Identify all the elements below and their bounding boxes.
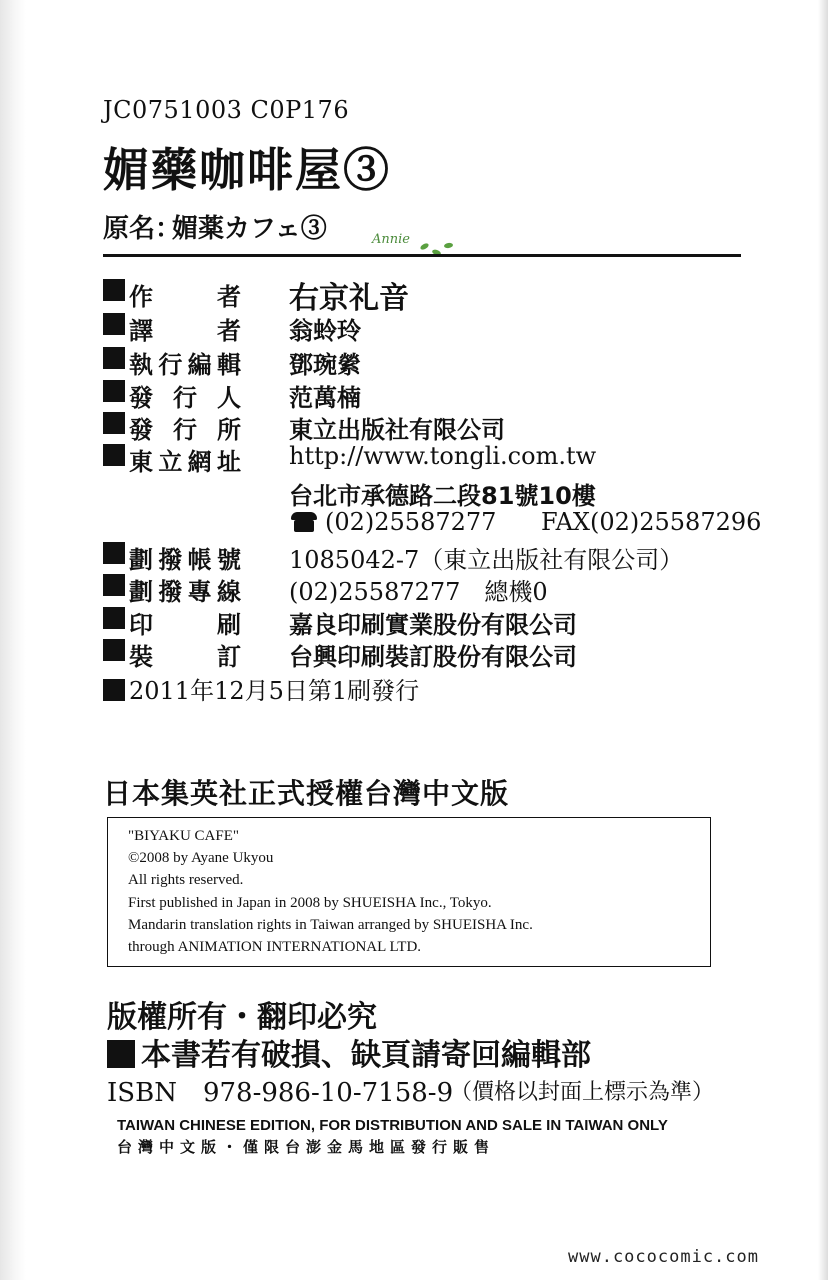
info-label [103, 311, 283, 346]
info-label-text: 裝 訂 [129, 643, 241, 671]
info-value: 右京礼音 [289, 281, 409, 316]
print-date-line [103, 671, 419, 706]
info-label-text: 譯 者 [129, 317, 241, 345]
square-bullet-icon [103, 380, 125, 402]
copyright-line: All rights reserved. [128, 872, 244, 888]
square-bullet-icon [103, 607, 125, 629]
original-title-label: 原名： [103, 214, 182, 244]
square-bullet-icon [103, 279, 125, 301]
info-label-text: 作 者 [129, 283, 241, 311]
book-title: 媚藥咖啡屋③ [103, 143, 391, 197]
info-label-text: 劃 撥 帳 號 [129, 546, 241, 574]
isbn: ISBN 978-986-10-7158-9 [107, 1078, 454, 1108]
authorization-statement: 日本集英社正式授權台灣中文版 [103, 777, 510, 810]
info-label [103, 345, 283, 380]
square-bullet-icon [103, 444, 125, 466]
info-row-editor [103, 345, 763, 379]
info-label [103, 605, 283, 640]
square-bullet-icon [103, 639, 125, 661]
info-label [103, 410, 283, 445]
price-note: （價格以封面上標示為準） [450, 1080, 715, 1105]
info-label-text: 東 立 網 址 [129, 448, 241, 476]
info-row-printer [103, 605, 763, 639]
damage-notice-text: 本書若有破損、缺頁請寄回編輯部 [141, 1038, 591, 1073]
telephone-icon [289, 512, 319, 532]
info-row-postal-line [103, 572, 763, 606]
info-row-binder [103, 637, 763, 671]
address: 台北市承德路二段81號10樓 [289, 482, 596, 510]
header-rule [103, 254, 741, 257]
info-row-author [103, 277, 763, 316]
copyright-line: through ANIMATION INTERNATIONAL LTD. [128, 939, 422, 955]
info-value: (02)25587277 總機0 [289, 578, 548, 606]
page-edge-shadow-left [0, 0, 26, 1280]
copyright-line: Mandarin translation rights in Taiwan arranged by SHUEISHA Inc. [128, 917, 533, 933]
square-bullet-icon [107, 1040, 135, 1068]
phone-line [289, 508, 496, 536]
info-value: 范萬楠 [289, 384, 361, 412]
info-label [103, 637, 283, 672]
fax-number: FAX(02)25587296 [541, 508, 762, 536]
leaf-decoration-icon [444, 242, 454, 248]
info-label-text: 劃 撥 專 線 [129, 578, 241, 606]
square-bullet-icon [103, 574, 125, 596]
info-label [103, 442, 283, 477]
page-edge-shadow-right [818, 0, 828, 1280]
edition-notice-english: TAIWAN CHINESE EDITION, FOR DISTRIBUTION AND SALE IN TAIWAN ONLY [117, 1117, 668, 1134]
copyright-line: First published in Japan in 2008 by SHUEISHA Inc., Tokyo. [128, 895, 492, 911]
square-bullet-icon [103, 412, 125, 434]
copyright-line: ©2008 by Ayane Ukyou [128, 850, 274, 866]
info-value: 鄧琬縈 [289, 351, 361, 379]
info-label [103, 572, 283, 607]
info-label-text: 印 刷 [129, 611, 241, 639]
original-title-value: 媚薬カフェ③ [172, 214, 327, 244]
info-label-text: 執 行 編 輯 [129, 351, 241, 379]
info-label-text: 發 行 人 [129, 384, 241, 412]
copyright-line: "BIYAKU CAFE" [128, 828, 240, 844]
info-value: 台興印刷裝訂股份有限公司 [289, 643, 577, 671]
info-row-translator [103, 311, 763, 345]
square-bullet-icon [103, 347, 125, 369]
catalog-codes: JC0751003 C0P176 [103, 96, 350, 124]
rights-reserved: 版權所有・翻印必究 [107, 1000, 377, 1035]
decorative-script-text: Annie [372, 232, 410, 247]
info-value: 翁蛉玲 [289, 317, 361, 345]
info-row-website [103, 442, 763, 476]
website-url[interactable]: http://www.tongli.com.tw [289, 442, 597, 470]
leaf-decoration-icon [419, 242, 429, 251]
info-row-publisher-person [103, 378, 763, 412]
info-row-publisher [103, 410, 763, 444]
square-bullet-icon [103, 679, 125, 701]
square-bullet-icon [103, 313, 125, 335]
copyright-box [107, 817, 711, 967]
info-row-postal-account [103, 540, 763, 574]
phone-number: (02)25587277 [325, 508, 497, 536]
print-date: 2011年12月5日第1刷發行 [129, 677, 420, 705]
info-label [103, 277, 283, 312]
info-value: 1085042-7（東立出版社有限公司） [289, 546, 684, 574]
damage-notice [107, 1030, 591, 1074]
info-label [103, 378, 283, 413]
info-value: 嘉良印刷實業股份有限公司 [289, 611, 577, 639]
info-label [103, 540, 283, 575]
edition-notice-chinese: 台灣中文版・僅限台澎金馬地區發行販售 [117, 1138, 496, 1156]
site-watermark: www.cococomic.com [568, 1247, 759, 1267]
info-label-text: 發 行 所 [129, 416, 241, 444]
square-bullet-icon [103, 542, 125, 564]
info-value: 東立出版社有限公司 [289, 416, 505, 444]
